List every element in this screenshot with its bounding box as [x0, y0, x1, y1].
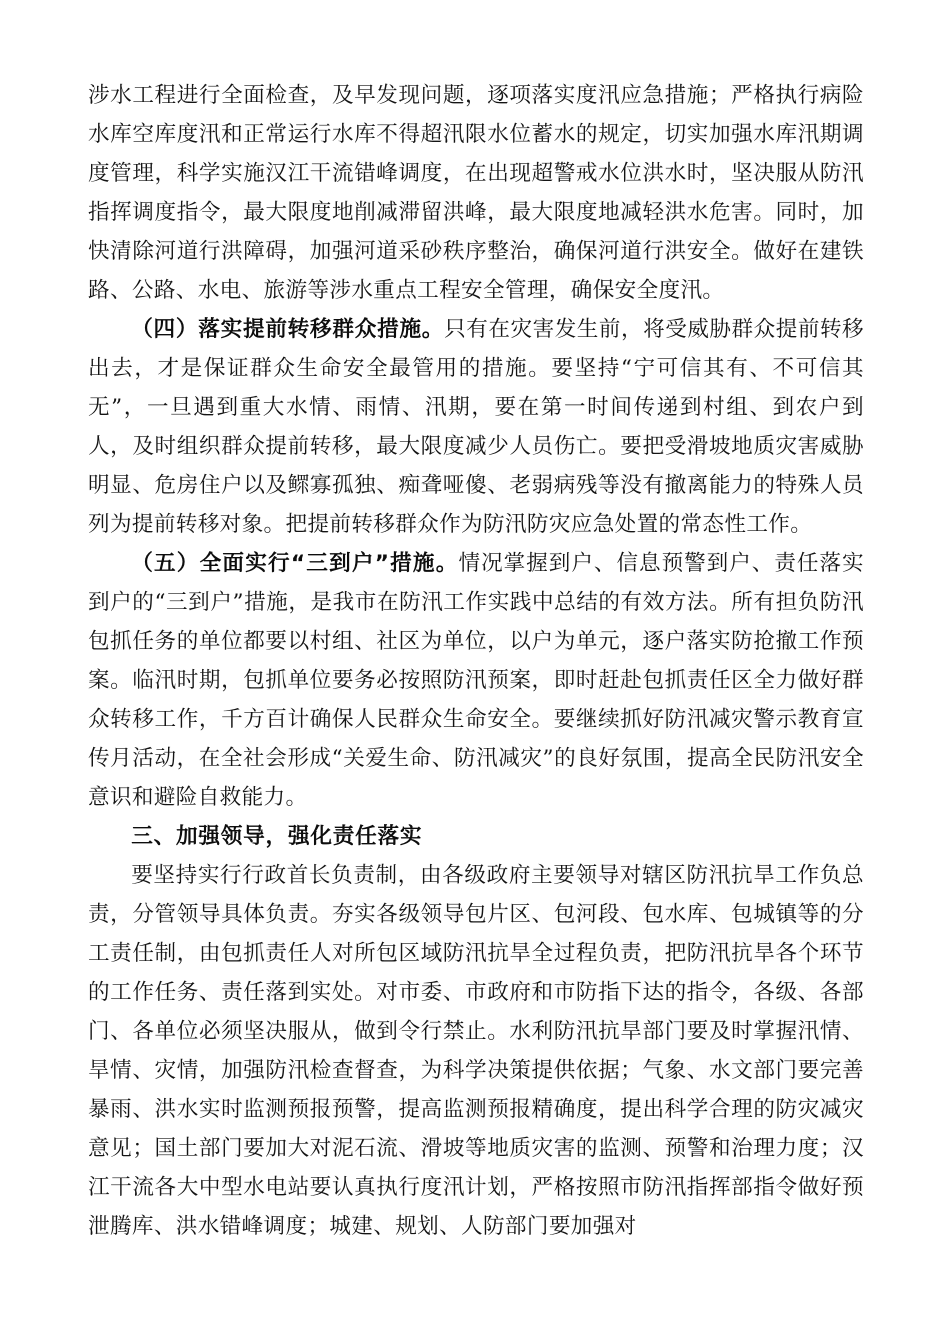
paragraph-section-four	[88, 310, 864, 544]
paragraph-text: 涉水工程进行全面检查，及早发现问题，逐项落实度汛应急措施；严格执行病险水库空库度汛和正常运行水库不得超汛限水位蓄水的规定，切实加强水库汛期调度管理，科学实施汉江干流错峰调度，在出现超警戒水位洪水时，坚决服从防汛指挥调度指令，最大限度地削减滞留洪峰，最大限度地减轻洪水危害。同时，加快清除河道行洪障碍，加强河道采砂秩序整治，确保河道行洪安全。做好在建铁路、公路、水电、旅游等涉水重点工程安全管理，确保安全度汛。	[88, 83, 864, 303]
paragraph-text: 要坚持实行行政首长负责制，由各级政府主要领导对辖区防汛抗旱工作负总责，分管领导具体负责。夯实各级领导包片区、包河段、包水库、包城镇等的分工责任制，由包抓责任人对所包区域防汛抗旱全过程负责，把防汛抗旱各个环节的工作任务、责任落到实处。对市委、市政府和市防指下达的指令，各级、各部门、各单位必须坚决服从，做到令行禁止。水利防汛抗旱部门要及时掌握汛情、旱情、灾情，加强防汛检查督查，为科学决策提供依据；气象、水文部门要完善暴雨、洪水实时监测预报预警，提高监测预报精确度，提出科学合理的防灾减灾意见；国土部门要加大对泥石流、滑坡等地质灾害的监测、预警和治理力度；汉江干流各大中型水电站要认真执行度汛计划，严格按照市防汛指挥部指令做好预泄腾库、洪水错峰调度；城建、规划、人防部门要加强对	[88, 863, 864, 1239]
paragraph-continued	[88, 76, 864, 310]
subsection-heading-five: （五）全面实行“三到户”措施。	[131, 551, 459, 576]
paragraph-section-three-body	[88, 856, 864, 1246]
document-text-column	[88, 76, 864, 1246]
paragraph-section-five	[88, 544, 864, 817]
paragraph-text: 只有在灾害发生前，将受威胁群众提前转移出去，才是保证群众生命安全最管用的措施。要坚持“宁可信其有、不可信其无”，一旦遇到重大水情、雨情、汛期，要在第一时间传递到村组、到农户到人，及时组织群众提前转移，最大限度减少人员伤亡。要把受滑坡地质灾害威胁明显、危房住户以及鳏寡孤独、痴聋哑傻、老弱病残等没有撤离能力的特殊人员列为提前转移对象。把提前转移群众作为防汛防灾应急处置的常态性工作。	[88, 317, 865, 537]
subsection-heading-four: （四）落实提前转移群众措施。	[131, 317, 445, 342]
paragraph-text: 情况掌握到户、信息预警到户、责任落实到户的“三到户”措施，是我市在防汛工作实践中总结的有效方法。所有担负防汛包抓任务的单位都要以村组、社区为单位，以户为单元，逐户落实防抢撤工作预案。临汛时期，包抓单位要务必按照防汛预案，即时赶赴包抓责任区全力做好群众转移工作，千方百计确保人民群众生命安全。要继续抓好防汛减灾警示教育宣传月活动，在全社会形成“关爱生命、防汛减灾”的良好氛围，提高全民防汛安全意识和避险自救能力。	[88, 551, 864, 810]
section-heading-three: 三、加强领导，强化责任落实	[131, 824, 423, 849]
